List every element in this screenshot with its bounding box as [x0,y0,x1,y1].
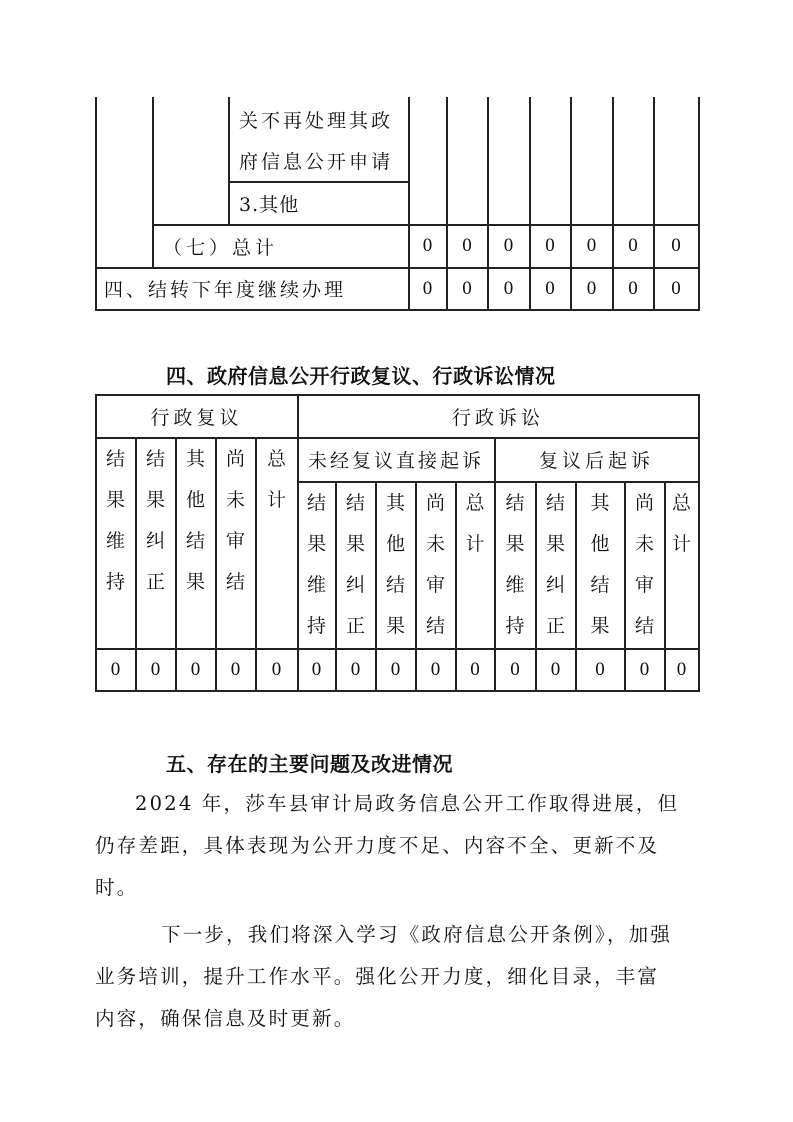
total-value-cell: 0 [422,235,433,256]
header-char: 正 [545,615,565,637]
carry-over-value-cell: 0 [503,277,514,299]
review-litigation-value-cell: 0 [595,658,605,680]
total-value-cell: 0 [671,235,681,256]
review-header: 行政复议 [150,406,243,429]
vertical-column-header [336,483,375,647]
total-value-cell: 0 [503,235,514,256]
header-char: 结 [145,448,165,470]
vertical-column-header [96,439,135,603]
header-char: 他 [590,533,610,555]
header-char: 其 [385,492,405,514]
vertical-column-header [256,439,297,521]
review-litigation-value-cell: 0 [271,658,282,680]
header-char: 总 [671,492,691,514]
review-litigation-value-cell: 0 [390,658,401,680]
vertical-column-header [136,439,175,603]
header-char: 结 [425,615,445,637]
direct-suit-header: 未经复议直接起诉 [307,450,484,472]
header-char: 维 [306,574,326,596]
carry-over-value-cell: 0 [586,277,597,299]
header-char: 持 [306,615,326,637]
header-char: 结 [185,530,205,552]
header-char: 果 [306,533,326,555]
review-litigation-value-cell: 0 [110,658,121,680]
header-char: 审 [425,574,445,596]
paragraph-line: 内容，确保信息及时更新。 [95,1007,356,1030]
review-litigation-value-cell: 0 [230,658,241,680]
header-char: 结 [345,492,365,514]
paragraph-line: 仍存差距，具体表现为公开力度不足、内容不全、更新不及 [95,834,660,857]
review-litigation-value-cell: 0 [470,658,480,680]
header-char: 持 [105,571,125,593]
table-border [95,309,700,311]
review-litigation-value-cell: 0 [550,658,561,680]
header-char: 未 [634,533,654,555]
header-char: 结 [225,571,245,593]
carry-over-value-cell: 0 [462,277,472,299]
header-char: 他 [185,489,205,511]
header-char: 纠 [345,574,365,596]
header-char: 维 [105,530,125,552]
row-label-line2: 府信息公开申请 [239,150,394,173]
header-char: 未 [225,489,245,511]
header-char: 果 [505,533,525,555]
header-char: 计 [465,533,485,555]
total-value-cell: 0 [545,235,555,256]
total-value-cell: 0 [462,235,472,256]
review-litigation-value-cell: 0 [311,658,322,680]
header-char: 尚 [634,492,654,514]
vertical-column-header [625,483,664,647]
header-char: 结 [505,492,525,514]
header-char: 他 [385,533,405,555]
header-char: 纠 [145,530,165,552]
table-border [95,690,700,692]
header-char: 结 [634,615,654,637]
header-char: 总 [266,448,286,470]
paragraph-line: 时。 [95,876,139,899]
review-litigation-value-cell: 0 [430,658,441,680]
header-char: 果 [590,615,610,637]
header-char: 果 [105,489,125,511]
total-value-cell: 0 [628,235,638,256]
vertical-column-header [456,483,494,565]
header-char: 计 [266,489,286,511]
review-litigation-value-cell: 0 [150,658,161,680]
vertical-column-header [495,483,535,647]
header-char: 计 [671,533,691,555]
vertical-column-header [176,439,215,603]
header-char: 正 [345,615,365,637]
header-char: 果 [545,533,565,555]
carry-over-label: 四、结转下年度继续办理 [104,279,347,301]
review-litigation-value-cell: 0 [639,658,650,680]
review-litigation-value-cell: 0 [676,658,687,680]
vertical-column-header [576,483,624,647]
vertical-column-header [298,483,335,647]
carry-over-value-cell: 0 [671,277,681,299]
header-char: 其 [590,492,610,514]
total-value-cell: 0 [586,235,597,256]
review-litigation-value-cell: 0 [350,658,361,680]
carry-over-value-cell: 0 [545,277,555,299]
paragraph-line: 2024 年，莎车县审计局政务信息公开工作取得进展，但 [135,792,680,815]
header-char: 审 [634,574,654,596]
header-char: 果 [185,571,205,593]
header-char: 正 [145,571,165,593]
vertical-column-header [216,439,255,603]
header-char: 结 [545,492,565,514]
row-label-other: 3.其他 [239,193,300,216]
header-char: 果 [145,489,165,511]
vertical-column-header [376,483,415,647]
header-char: 果 [345,533,365,555]
total-label: （七）总计 [163,236,279,259]
header-char: 结 [306,492,326,514]
review-litigation-value-cell: 0 [510,658,520,680]
after-review-suit-header: 复议后起诉 [538,450,654,472]
header-char: 总 [465,492,485,514]
row-label-line1: 关不再处理其政 [239,109,394,132]
vertical-column-header [416,483,455,647]
header-char: 结 [590,574,610,596]
table-border [698,394,700,691]
header-char: 维 [505,574,525,596]
header-char: 审 [225,530,245,552]
paragraph-line: 业务培训，提升工作水平。强化公开力度，细化目录，丰富 [95,965,660,988]
litigation-header: 行政诉讼 [451,406,544,429]
section5-title: 五、存在的主要问题及改进情况 [166,752,453,776]
vertical-column-header [536,483,575,647]
carry-over-value-cell: 0 [628,277,638,299]
header-char: 结 [385,574,405,596]
header-char: 其 [185,448,205,470]
table-border [698,97,700,311]
vertical-column-header [665,483,698,565]
header-char: 果 [385,615,405,637]
section4-title: 四、政府信息公开行政复议、行政诉讼情况 [166,364,556,388]
header-char: 持 [505,615,525,637]
paragraph-line: 下一步，我们将深入学习《政府信息公开条例》，加强 [161,923,673,946]
header-char: 未 [425,533,445,555]
review-litigation-value-cell: 0 [190,658,201,680]
header-char: 纠 [545,574,565,596]
header-char: 尚 [225,448,245,470]
header-char: 尚 [425,492,445,514]
header-char: 结 [105,448,125,470]
carry-over-value-cell: 0 [422,277,433,299]
